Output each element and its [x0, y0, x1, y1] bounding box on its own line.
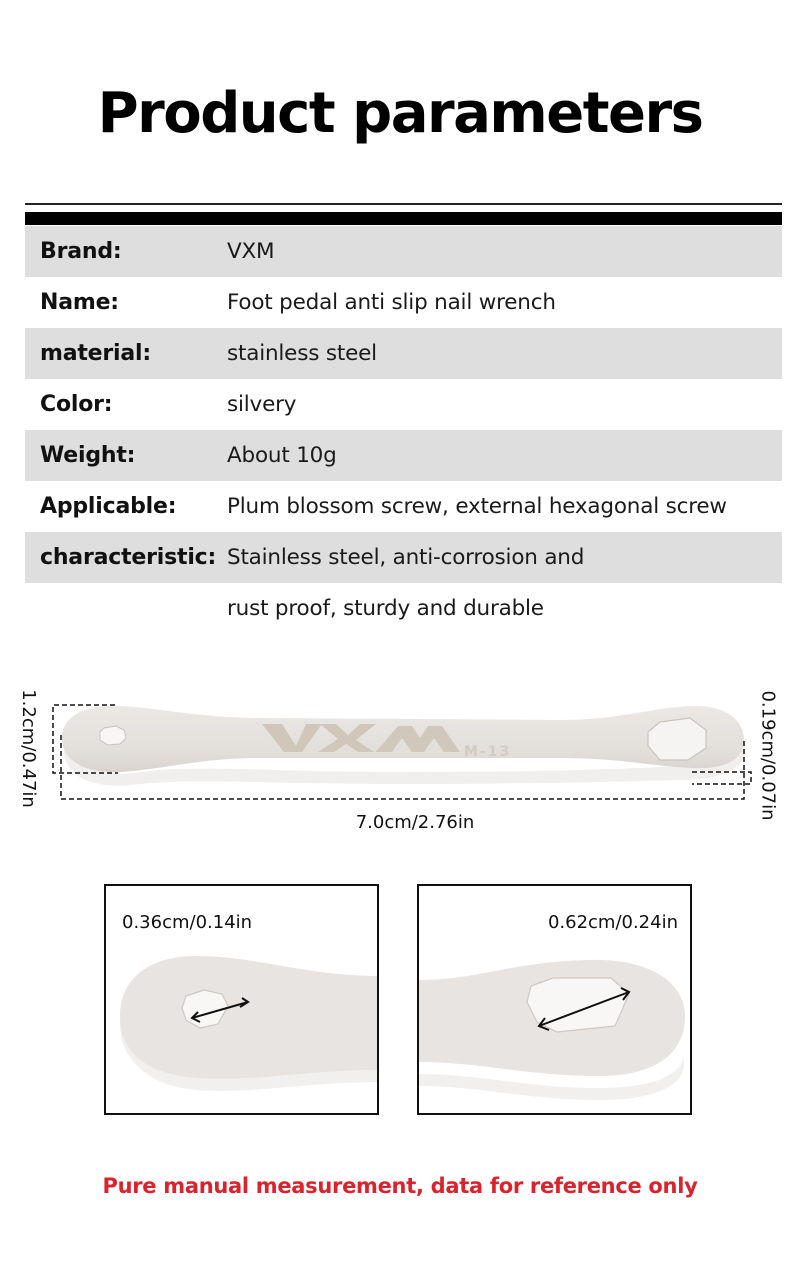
spec-label: material:	[40, 341, 151, 366]
spec-label: Applicable:	[40, 494, 177, 519]
page-title: Product parameters	[97, 81, 703, 146]
width-value: 1.2cm/0.47in	[17, 688, 39, 808]
disclaimer-text: Pure manual measurement, data for reference only	[102, 1174, 698, 1198]
large-hole-size: 0.62cm/0.24in	[547, 912, 678, 933]
small-hole-size: 0.36cm/0.14in	[122, 912, 253, 933]
spec-row-color	[25, 379, 782, 430]
spec-value: Foot pedal anti slip nail wrench	[227, 290, 556, 315]
spec-value: rust proof, sturdy and durable	[227, 595, 544, 621]
spec-table	[25, 226, 782, 633]
divider-thick	[25, 212, 782, 225]
spec-value: VXM	[227, 239, 275, 264]
large-hole-detail	[417, 884, 692, 1115]
svg-text:M-13: M-13	[464, 744, 512, 760]
length-dimension-label: 7.0cm/2.76in	[355, 812, 475, 833]
spec-row-applicable	[25, 481, 782, 532]
spec-value: Stainless steel, anti-corrosion and	[227, 545, 585, 570]
spec-label: Name:	[40, 290, 119, 315]
spec-value: Plum blossom screw, external hexagonal screw	[227, 494, 727, 519]
spec-value: About 10g	[227, 443, 337, 468]
wrench-end-large-icon	[419, 886, 692, 1115]
spec-row-continuation	[25, 583, 782, 633]
wrench-end-small-icon	[106, 886, 379, 1115]
spec-row-name	[25, 277, 782, 328]
spec-label: Color:	[40, 392, 113, 417]
thickness-value: 0.19cm/0.07in	[757, 689, 779, 821]
spec-row-weight	[25, 430, 782, 481]
spec-row-material	[25, 328, 782, 379]
spec-value: stainless steel	[227, 341, 377, 366]
spec-label: Weight:	[40, 443, 136, 468]
spec-label: Brand:	[40, 239, 122, 264]
thickness-dimension-label	[748, 680, 788, 830]
spec-row-brand	[25, 226, 782, 277]
divider-thin	[25, 203, 782, 205]
small-hole-detail	[104, 884, 379, 1115]
spec-value: silvery	[227, 392, 297, 417]
spec-label: characteristic:	[40, 545, 217, 570]
spec-row-characteristic	[25, 532, 782, 583]
width-dimension-label	[8, 678, 48, 818]
